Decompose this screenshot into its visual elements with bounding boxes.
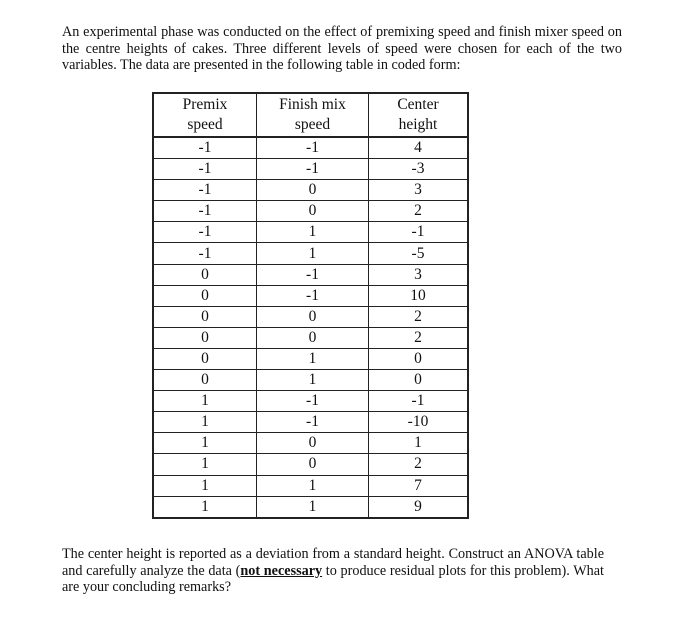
table-row [153, 243, 468, 264]
premix-speed-cell: 0 [153, 327, 257, 348]
premix-speed-cell: 1 [153, 475, 257, 496]
premix-speed-cell: -1 [153, 180, 257, 201]
center-height-cell: -5 [369, 243, 469, 264]
finish-mix-speed-cell: 1 [257, 348, 369, 369]
finish-mix-speed-cell: -1 [257, 159, 369, 180]
finish-mix-speed-cell: -1 [257, 391, 369, 412]
finish-mix-speed-cell: -1 [257, 285, 369, 306]
premix-speed-cell: -1 [153, 137, 257, 159]
header-center-height [369, 93, 469, 137]
center-height-cell: 0 [369, 370, 469, 391]
outro-text-after: to produce residual plots for this problem). What are your concluding remarks? [62, 562, 604, 595]
center-height-cell: 1 [369, 433, 469, 454]
header-line: speed [294, 116, 331, 133]
center-height-cell: 2 [369, 454, 469, 475]
table-row [153, 264, 468, 285]
finish-mix-speed-cell: 1 [257, 475, 369, 496]
center-height-cell: 4 [369, 137, 469, 159]
premix-speed-cell: 1 [153, 391, 257, 412]
intro-paragraph: An experimental phase was conducted on the effect of premixing speed and finish mixer speed on the centre heights of cakes. Three different levels of speed were chosen for each of the two variables. The data are presented in the following table in coded form: [62, 24, 622, 73]
finish-mix-speed-cell: 0 [257, 433, 369, 454]
premix-speed-cell: 0 [153, 285, 257, 306]
center-height-cell: -1 [369, 222, 469, 243]
header-line: speed [187, 116, 223, 133]
header-finish-mix-speed [257, 93, 369, 137]
premix-speed-cell: 1 [153, 433, 257, 454]
table-row [153, 412, 468, 433]
table-row [153, 433, 468, 454]
premix-speed-cell: 0 [153, 264, 257, 285]
table-header-row [153, 93, 468, 137]
table-row [153, 370, 468, 391]
premix-speed-cell: 1 [153, 496, 257, 518]
premix-speed-cell: -1 [153, 201, 257, 222]
outro-emphasis: not necessary [240, 562, 323, 579]
outro-paragraph [62, 546, 604, 596]
center-height-cell: 2 [369, 201, 469, 222]
premix-speed-cell: -1 [153, 159, 257, 180]
table-row [153, 159, 468, 180]
center-height-cell: 2 [369, 306, 469, 327]
finish-mix-speed-cell: 1 [257, 243, 369, 264]
table-row [153, 137, 468, 159]
table-row [153, 454, 468, 475]
table-row [153, 475, 468, 496]
table-row [153, 201, 468, 222]
finish-mix-speed-cell: -1 [257, 412, 369, 433]
finish-mix-speed-cell: 0 [257, 306, 369, 327]
center-height-cell: -1 [369, 391, 469, 412]
center-height-cell: 2 [369, 327, 469, 348]
table-row [153, 285, 468, 306]
finish-mix-speed-cell: 1 [257, 370, 369, 391]
center-height-cell: 0 [369, 348, 469, 369]
finish-mix-speed-cell: 0 [257, 201, 369, 222]
table-row [153, 348, 468, 369]
table-row [153, 306, 468, 327]
finish-mix-speed-cell: 1 [257, 496, 369, 518]
finish-mix-speed-cell: 0 [257, 180, 369, 201]
table-body [153, 137, 468, 518]
outro-text-before: The center height is reported as a deviation from a standard height. Construct an ANOVA table and carefully analyze the data ( [62, 546, 604, 579]
center-height-cell: 3 [369, 264, 469, 285]
header-premix-speed [153, 93, 257, 137]
premix-speed-cell: 0 [153, 370, 257, 391]
premix-speed-cell: -1 [153, 243, 257, 264]
center-height-cell: -10 [369, 412, 469, 433]
header-line: Premix [182, 96, 228, 113]
premix-speed-cell: 1 [153, 412, 257, 433]
table-row [153, 180, 468, 201]
premix-speed-cell: 0 [153, 306, 257, 327]
header-line: Center [397, 96, 439, 113]
center-height-cell: 10 [369, 285, 469, 306]
table-row [153, 391, 468, 412]
header-line: height [398, 116, 438, 133]
table-row [153, 222, 468, 243]
center-height-cell: -3 [369, 159, 469, 180]
table-row [153, 327, 468, 348]
table-row [153, 496, 468, 518]
finish-mix-speed-cell: 0 [257, 327, 369, 348]
premix-speed-cell: -1 [153, 222, 257, 243]
header-line: Finish mix [279, 96, 346, 113]
finish-mix-speed-cell: -1 [257, 264, 369, 285]
center-height-cell: 7 [369, 475, 469, 496]
premix-speed-cell: 0 [153, 348, 257, 369]
finish-mix-speed-cell: 0 [257, 454, 369, 475]
premix-speed-cell: 1 [153, 454, 257, 475]
finish-mix-speed-cell: 1 [257, 222, 369, 243]
finish-mix-speed-cell: -1 [257, 137, 369, 159]
center-height-cell: 9 [369, 496, 469, 518]
center-height-cell: 3 [369, 180, 469, 201]
data-table [152, 92, 469, 519]
